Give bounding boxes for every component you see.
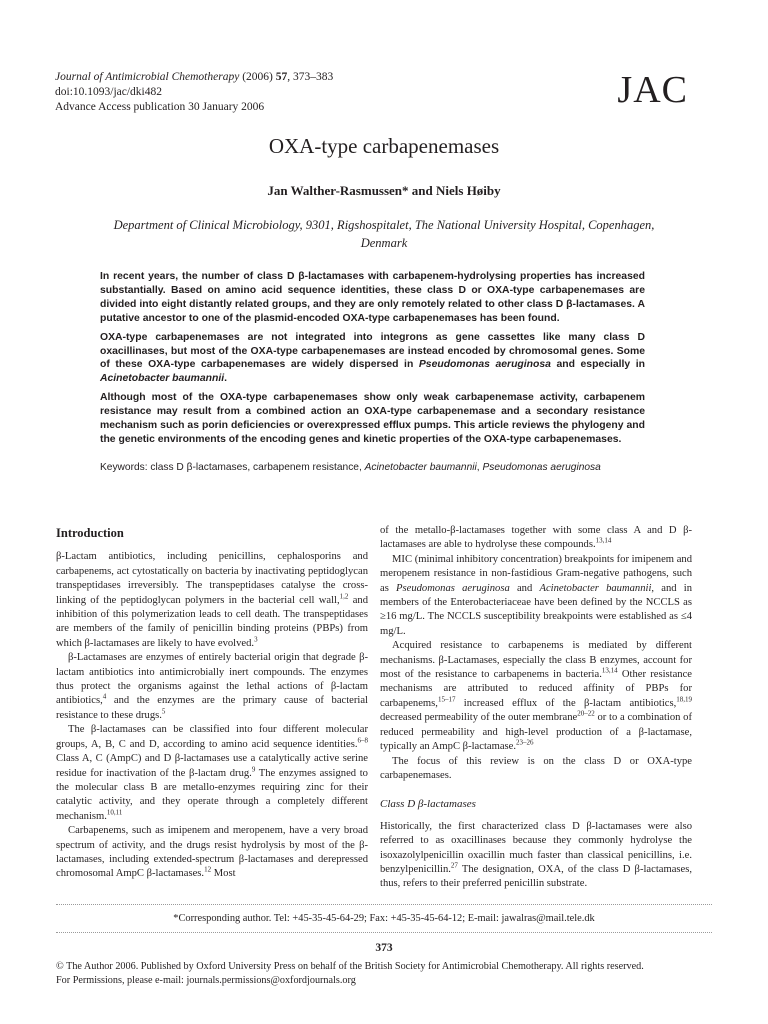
body-paragraph xyxy=(56,651,368,723)
species-name: Pseudomonas aeruginosa xyxy=(418,359,551,371)
body-text: The enzymes assigned to the molecular class B are metallo-enzymes requiring zinc for their catalytic activity, and they operate through a completely different mechanism. xyxy=(56,767,368,822)
body-text: The β-lactamases can be classified into four different molecular groups, A, B, C and D, according to amino acid sequence identities. xyxy=(56,724,368,750)
citation-ref: 6–8 xyxy=(357,736,368,745)
body-text: and xyxy=(509,582,540,594)
body-text: and inhibition of this polymerization leads to cell death. The transpeptidases are members of the family of penicillin binding proteins (PBPs) from which β-lactamases are likely to have evolved. xyxy=(56,594,368,649)
citation-ref: 13,14 xyxy=(601,666,618,675)
abstract-paragraph: In recent years, the number of class D β-lactamases with carbapenem-hydrolysing properties has increased substantially. Based on amino acid sequence identities, these class D or OXA-type carbapenemases are divided into eight distantly related groups, and they are only remotely related to other class D β-lactamases. A putative ancestor to one of the plasmid-encoded OXA-type carbapenemases has been found. xyxy=(100,271,645,324)
abstract xyxy=(100,270,645,452)
body-text: MIC (minimal inhibitory concentration) breakpoints for imipenem and meropenem resistance in non-fastidious Gram-negative pathogens, such as xyxy=(380,553,692,594)
citation-ref: 23–26 xyxy=(516,738,534,747)
left-column xyxy=(56,524,368,882)
abstract-paragraph: Although most of the OXA-type carbapenemases show only weak carbapenemase activity, carbapenem resistance may result from a combined action an OXA-type carbapenemase and a secondary resistance mechanism such as porin deficiencies or overexpressed efflux pumps. This article reviews the phylogeny and the genetic environments of the encoding genes and kinetic properties of the OXA-type carbapenemases. xyxy=(100,392,645,445)
species-name: Pseudomonas aeruginosa xyxy=(396,582,510,594)
body-text: β-Lactam antibiotics, including penicillins, cephalosporins and carbapenems, act cytostatically on bacteria by inactivating peptidoglycan transpeptidases irreversibly. The transpeptidases catalyse the cross-linking of the peptidoglycan polymers in the bacterial cell wall, xyxy=(56,551,368,606)
citation-ref: 15–17 xyxy=(437,695,456,704)
citation-ref: 5 xyxy=(161,707,166,716)
keyword: Pseudomonas aeruginosa xyxy=(482,462,601,473)
journal-year: (2006) xyxy=(242,71,273,83)
citation-ref: 27 xyxy=(450,861,458,870)
doi: doi:10.1093/jac/dki482 xyxy=(55,86,163,98)
advance-access: Advance Access publication 30 January 2006 xyxy=(55,101,265,113)
body-paragraph: The focus of this review is on the class D or OXA-type carbapenemases. xyxy=(380,755,692,781)
page-number: 373 xyxy=(375,942,393,954)
citation-ref: 18,19 xyxy=(676,695,692,704)
citation-line xyxy=(55,70,333,85)
abstract-text: . xyxy=(224,373,228,385)
corresponding-author-footnote: *Corresponding author. Tel: +45-35-45-64-29; Fax: +45-35-45-64-12; E-mail: jawalras@mail.tele.dk xyxy=(173,913,595,924)
body-paragraph xyxy=(56,824,368,882)
body-paragraph xyxy=(380,524,692,553)
body-text: The designation, OXA, of the class D β-lactamases, thus, refers to their preferred penicillin substrate. xyxy=(380,863,692,890)
citation-ref: 9 xyxy=(251,764,256,773)
species-name: Acinetobacter baumannii xyxy=(539,582,652,594)
body-paragraph xyxy=(56,723,368,824)
journal-volume: 57 xyxy=(275,71,288,83)
citation-ref: 1,2 xyxy=(339,592,349,601)
permissions-line: For Permissions, please e-mail: journals.permissions@oxfordjournals.org xyxy=(56,975,356,986)
abstract-text: OXA-type carbapenemases are not integrated into integrons as gene cassettes like many class D oxacillinases, but most of the OXA-type carbapenemases are instead encoded by chromosomal genes. Some of these OXA-type carbapenemases are widely dispersed in xyxy=(100,331,645,371)
right-column xyxy=(380,524,692,892)
article-authors: Jan Walther-Rasmussen* and Niels Høiby xyxy=(267,183,501,198)
body-text: and the enzymes are the primary cause of bacterial resistance to these drugs. xyxy=(56,695,368,721)
species-name: Acinetobacter baumannii xyxy=(100,373,225,385)
journal-pages: , 373–383 xyxy=(287,71,334,83)
journal-citation xyxy=(55,70,333,115)
citation-ref: 20–22 xyxy=(577,709,595,718)
copyright-notice xyxy=(56,960,716,988)
section-subheading-class-d: Class D β-lactamases xyxy=(380,798,476,811)
body-text: of the metallo-β-lactamases together with some class A and D β-lactamases are able to hydrolyse these compounds. xyxy=(380,525,692,551)
body-text: Acquired resistance to carbapenems is mediated by different mechanisms. β-Lactamases, especially the class B enzymes, account for most of the resistance to carbapenems in bacteria. xyxy=(380,640,692,681)
journal-name: Journal of Antimicrobial Chemotherapy xyxy=(55,71,240,83)
body-text: Carbapenems, such as imipenem and meropenem, have a very broad spectrum of activity, and the drugs resist hydrolysis by most of the β-lactamases, including extended-spectrum β-lactamases and derepressed chromosomal AmpC β-lactamases. xyxy=(56,825,368,880)
section-heading-introduction: Introduction xyxy=(56,526,124,540)
keyword: Acinetobacter baumannii xyxy=(364,462,477,473)
body-text: increased efflux of the β-lactam antibiotics, xyxy=(455,697,677,709)
abstract-paragraph xyxy=(100,331,645,387)
body-paragraph xyxy=(380,553,692,639)
body-paragraph xyxy=(380,639,692,754)
citation-ref: 3 xyxy=(254,635,258,644)
body-text: Most xyxy=(211,868,236,880)
footnote-divider xyxy=(56,904,712,905)
footer-divider xyxy=(56,932,712,933)
keywords-label: Keywords: class D β-lactamases, carbapenem resistance, xyxy=(100,462,365,473)
body-text: Other resistance mechanisms are attributed to reduced affinity of PBPs for carbapenems, xyxy=(380,669,692,709)
body-text: Class A, C (AmpC) and D β-lactamases use a catalytically active serine residue for inactivation of the β-lactam drug. xyxy=(56,753,368,779)
body-text: , and in members of the Enterobacteriaceae have been defined by the NCCLS as ≥16 mg/L. The NCCLS susceptibility breakpoints were established as ≤4 mg/L. xyxy=(380,582,693,637)
article-title: OXA-type carbapenemases xyxy=(268,134,500,158)
body-paragraph xyxy=(380,820,692,892)
body-text: or to a combination of reduced permeability and high-level production of a β-lactamase, typically an AmpC β-lactamase. xyxy=(380,712,693,753)
citation-ref: 4 xyxy=(102,692,107,701)
citation-ref: 10,11 xyxy=(106,808,123,817)
body-text: β-Lactamases are enzymes of entirely bacterial origin that degrade β-lactam antibiotics into antimicrobially inert compounds. The enzymes thus protect the organisms against the lethal actions of β-lactam antibiotics, xyxy=(56,652,368,707)
citation-ref: 13,14 xyxy=(595,536,612,545)
jac-logo: JAC xyxy=(617,69,688,111)
body-paragraph xyxy=(56,550,368,651)
copyright-line: © The Author 2006. Published by Oxford University Press on behalf of the British Society for Antimicrobial Chemotherapy. All rights reserved. xyxy=(56,961,644,972)
author-affiliation: Department of Clinical Microbiology, 9301, Rigshospitalet, The National University Hospital, Copenhagen, Denmark xyxy=(113,218,655,250)
body-text: decreased permeability of the outer membrane xyxy=(380,712,578,724)
abstract-text: and especially in xyxy=(550,359,646,371)
body-text: Historically, the first characterized class D β-lactamases were also referred to as oxacillinases because they commonly hydrolyse the isoxazolylpenicillin oxacillin much faster than classical penicillins, i.e. benzylpenicillin. xyxy=(380,820,692,875)
keywords xyxy=(100,461,660,475)
keyword-separator: , xyxy=(476,462,483,473)
citation-ref: 12 xyxy=(204,865,212,874)
